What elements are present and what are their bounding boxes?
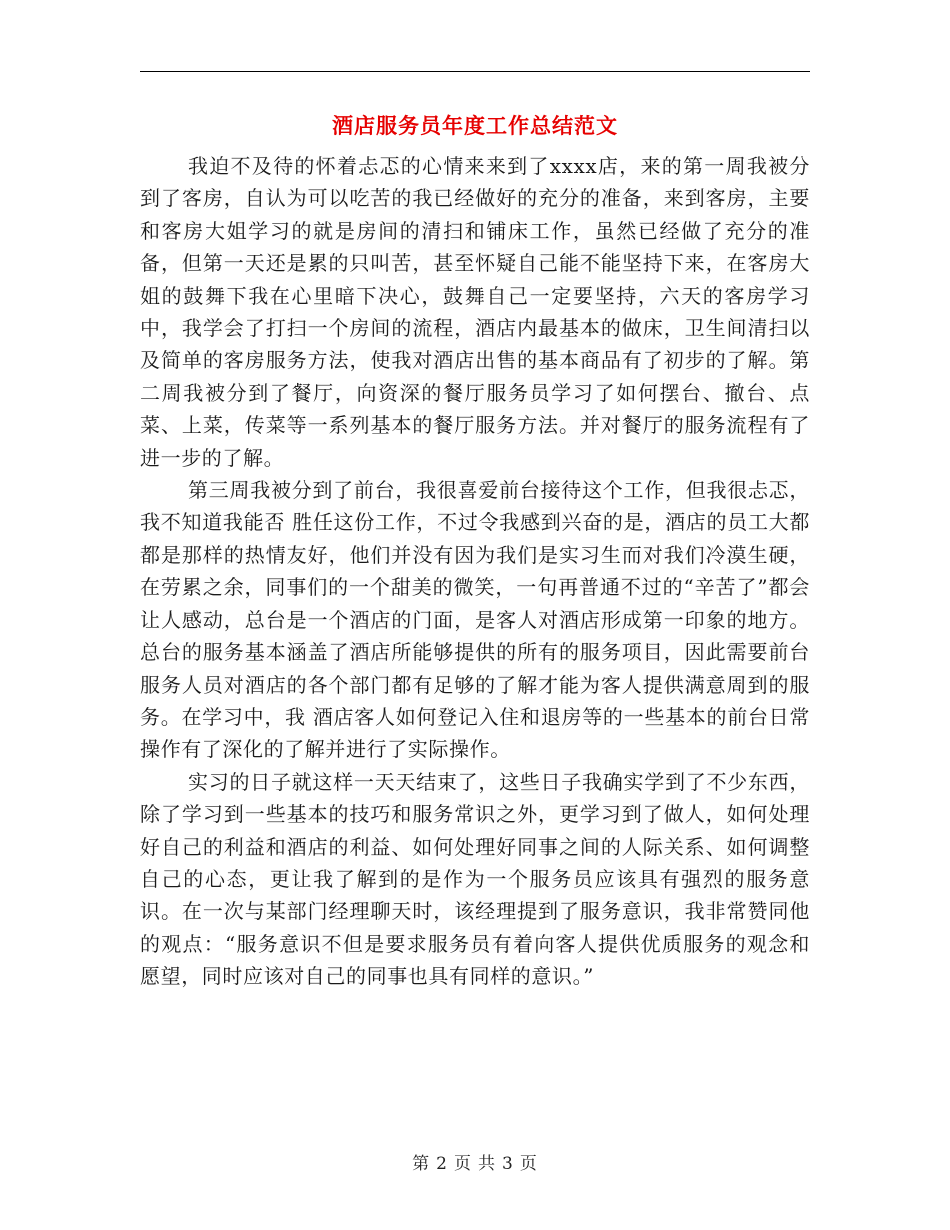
footer-current-page: 2: [436, 1154, 448, 1174]
footer-prefix: 第: [412, 1154, 431, 1174]
paragraph-2: 第三周我被分到了前台，我很喜爱前台接待这个工作，但我很忐忑，我不知道我能否 胜任这份工作，不过令我感到兴奋的是，酒店的员工大都都是那样的热情友好，他们并没有因为我们是实习生而对我们冷漠生硬，在劳累之余，同事们的一个甜美的微笑，一句再普通不过的“辛苦了”都会让人感动，总台是一个酒店的门面，是客人对酒店形成第一印象的地方。总台的服务基本涵盖了酒店所能够提供的所有的服务项目，因此需要前台服务人员对酒店的各个部门都有足够的了解才能为客人提供满意周到的服务。在学习中，我 酒店客人如何登记入住和退房等的一些基本的前台日常操作有了深化的了解并进行了实际操作。: [140, 478, 810, 762]
footer-total-pages: 3: [502, 1154, 514, 1174]
paragraph-1: 我迫不及待的怀着忐忑的心情来来到了xxxx店，来的第一周我被分到了客房，自认为可以吃苦的我已经做好的充分的准备，来到客房，主要和客房大姐学习的就是房间的清扫和铺床工作，虽然已经做了充分的准备，但第一天还是累的只叫苦，甚至怀疑自己能不能坚持下来，在客房大姐的鼓舞下我在心里暗下决心，鼓舞自己一定要坚持，六天的客房学习中，我学会了打扫一个房间的流程，酒店内最基本的做床，卫生间清扫以及简单的客房服务方法，使我对酒店出售的基本商品有了初步的了解。第二周我被分到了餐厅，向资深的餐厅服务员学习了如何摆台、撤台、点菜、上菜，传菜等一系列基本的餐厅服务方法。并对餐厅的服务流程有了进一步的了解。: [140, 154, 810, 470]
page-footer: [0, 1152, 950, 1176]
document-title: 酒店服务员年度工作总结范文: [332, 113, 618, 138]
paragraph-3: 实习的日子就这样一天天结束了，这些日子我确实学到了不少东西，除了学习到一些基本的技巧和服务常识之外，更学习到了做人，如何处理好自己的利益和酒店的利益、如何处理好同事之间的人际关系、如何调整自己的心态，更让我了解到的是作为一个服务员应该具有强烈的服务意识。在一次与某部门经理聊天时，该经理提到了服务意识，我非常赞同他的观点：“服务意识不但是要求服务员有着向客人提供优质服务的观念和愿望，同时应该对自己的同事也具有同样的意识。”: [140, 769, 810, 989]
footer-suffix: 页: [519, 1154, 538, 1174]
footer-total-label: 共: [478, 1154, 496, 1174]
document-body: [140, 150, 810, 993]
header-rule: [140, 71, 810, 72]
footer-page-label: 页: [454, 1154, 472, 1174]
